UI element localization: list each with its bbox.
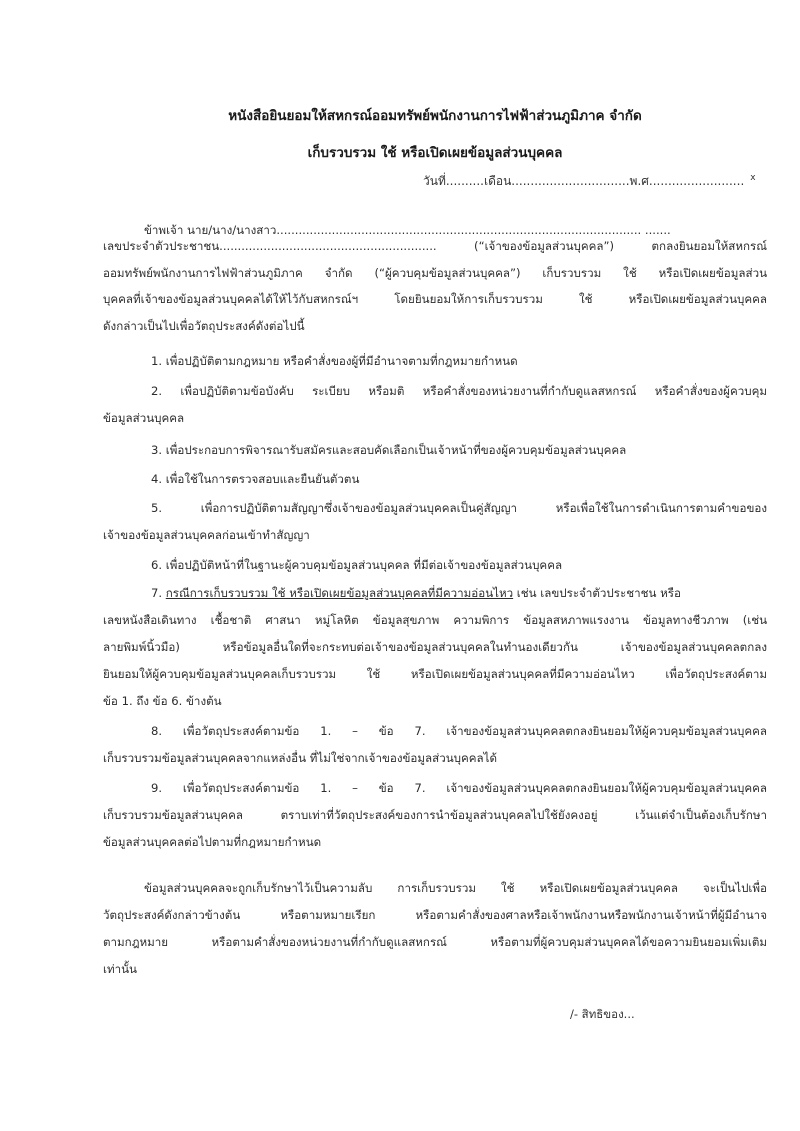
item-3: 3. เพื่อประกอบการพิจารณารับสมัครและสอบคัดเลือกเป็นเจ้าหน้าที่ของผู้ควบคุมข้อมูลส่วนบุคคล	[151, 443, 627, 457]
item-8: 8. เพื่อวัตถุประสงค์ตามข้อ 1. – ข้อ 7. เจ้าของข้อมูลส่วนบุคคลตกลงยินยอมให้ผู้ควบคุมข้อมูลส่วนบุคคล	[151, 724, 767, 738]
item-6: 6. เพื่อปฏิบัติหน้าที่ในฐานะผู้ควบคุมข้อมูลส่วนบุคคล ที่มีต่อเจ้าของข้อมูลส่วนบุคคล	[151, 558, 563, 572]
date-mark: x	[750, 173, 756, 183]
item-7-cont-2: ลายพิมพ์นิ้วมือ) หรือข้อมูลอื่นใดที่จะกระทบต่อเจ้าของข้อมูลส่วนบุคคลในทำนองเดียวกัน เจ้าของข้อมูลส่วนบุคคลตกลง	[103, 640, 767, 654]
item-4: 4. เพื่อใช้ในการตรวจสอบและยืนยันตัวตน	[151, 472, 360, 486]
item-9: 9. เพื่อวัตถุประสงค์ตามข้อ 1. – ข้อ 7. เจ้าของข้อมูลส่วนบุคคลตกลงยินยอมให้ผู้ควบคุมข้อมูลส่วนบุคคล	[151, 781, 767, 795]
closing-line-1: ข้อมูลส่วนบุคคลจะถูกเก็บรักษาไว้เป็นความลับ การเก็บรวบรวม ใช้ หรือเปิดเผยข้อมูลส่วนบุคคล จะเป็นไปเพื่อ	[144, 881, 767, 895]
date-line	[423, 172, 756, 191]
item-7	[151, 585, 767, 601]
item-9-cont-1: เก็บรวบรวมข้อมูลส่วนบุคคล ตราบเท่าที่วัตถุประสงค์ของการนำข้อมูลส่วนบุคคลไปใช้ยังคงอยู่ เว้นแต่จำเป็นต้องเก็บรักษา	[103, 808, 767, 822]
item-1: 1. เพื่อปฏิบัติตามกฎหมาย หรือคำสั่งของผู้ที่มีอำนาจตามที่กฎหมายกำหนด	[151, 354, 518, 368]
item-7-number: 7.	[151, 586, 163, 600]
closing-line-3: ตามกฎหมาย หรือตามคำสั่งของหน่วยงานที่กำกับดูแลสหกรณ์ หรือตามที่ผู้ควบคุมส่วนบุคคลได้ขอความยินยอมเพิ่มเติม	[103, 935, 767, 949]
item-2: 2. เพื่อปฏิบัติตามข้อบังคับ ระเบียบ หรือมติ หรือคำสั่งของหน่วยงานที่กำกับดูแลสหกรณ์ หรือคำสั่งของผู้ควบคุม	[151, 384, 767, 398]
item-5-cont: เจ้าของข้อมูลส่วนบุคคลก่อนเข้าทำสัญญา	[103, 528, 310, 542]
item-9-cont-2: ข้อมูลส่วนบุคคลต่อไปตามที่กฎหมายกำหนด	[103, 835, 322, 849]
document-subtitle: เก็บรวบรวม ใช้ หรือเปิดเผยข้อมูลส่วนบุคคล	[307, 145, 563, 161]
item-8-cont: เก็บรวบรวมข้อมูลส่วนบุคคลจากแหล่งอื่น ที่ไม่ใช่จากเจ้าของข้อมูลส่วนบุคคลได้	[103, 751, 497, 765]
item-7-cont-3: ยินยอมให้ผู้ควบคุมข้อมูลส่วนบุคคลเก็บรวบรวม ใช้ หรือเปิดเผยข้อมูลส่วนบุคคลที่มีความอ่อนไหว เพื่อวัตถุประสงค์ตาม	[103, 667, 767, 681]
intro-line-5: ดังกล่าวเป็นไปเพื่อวัตถุประสงค์ดังต่อไปนี้	[103, 319, 305, 333]
item-7-cont-4: ข้อ 1. ถึง ข้อ 6. ข้างต้น	[103, 694, 222, 708]
item-7-underlined-heading: กรณีการเก็บรวบรวม ใช้ หรือเปิดเผยข้อมูลส่วนบุคคลที่มีความอ่อนไหว	[165, 586, 514, 600]
intro-line-3: ออมทรัพย์พนักงานการไฟฟ้าส่วนภูมิภาค จำกัด (“ผู้ควบคุมข้อมูลส่วนบุคคล”) เก็บรวบรวม ใช้ หรือเปิดเผยข้อมูลส่วน	[103, 266, 767, 280]
item-7-rest: เช่น เลขประจำตัวประชาชน หรือ	[513, 586, 681, 600]
intro-line-4: บุคคลที่เจ้าของข้อมูลส่วนบุคคลได้ให้ไว้กับสหกรณ์ฯ โดยยินยอมให้การเก็บรวบรวม ใช้ หรือเปิดเผยข้อมูลส่วนบุคคล	[103, 292, 767, 306]
date-fields: วันที่..........เดือน...............................พ.ศ.........................	[423, 174, 745, 188]
item-7-cont-1: เลขหนังสือเดินทาง เชื้อชาติ ศาสนา หมู่โลหิต ข้อมูลสุขภาพ ความพิการ ข้อมูลสหภาพแรงงาน ข้อมูลทางชีวภาพ (เช่น	[103, 613, 767, 627]
intro-name-line: ข้าพเจ้า นาย/นาง/นางสาว................................................................................................... .......	[144, 223, 671, 237]
item-2-cont: ข้อมูลส่วนบุคคล	[103, 411, 185, 425]
closing-line-2: วัตถุประสงค์ดังกล่าวข้างต้น หรือตามหมายเรียก หรือตามคำสั่งของศาลหรือเจ้าพนักงานหรือพนักงานเจ้าหน้าที่ผู้มีอำนาจ	[103, 908, 767, 922]
document-title: หนังสือยินยอมให้สหกรณ์ออมทรัพย์พนักงานการไฟฟ้าส่วนภูมิภาค จำกัด	[228, 108, 642, 124]
item-5: 5. เพื่อการปฏิบัติตามสัญญาซึ่งเจ้าของข้อมูลส่วนบุคคลเป็นคู่สัญญา หรือเพื่อใช้ในการดำเนินการตามคำขอของ	[151, 501, 767, 515]
intro-id-line: เลขประจำตัวประชาชน........................................................... (“เจ้าของข้อมูลส่วนบุคคล”) ตกลงยินยอมให้สหกรณ์	[103, 239, 767, 253]
continuation-note: /- สิทธิของ...	[570, 1007, 635, 1021]
closing-line-4: เท่านั้น	[103, 962, 137, 976]
